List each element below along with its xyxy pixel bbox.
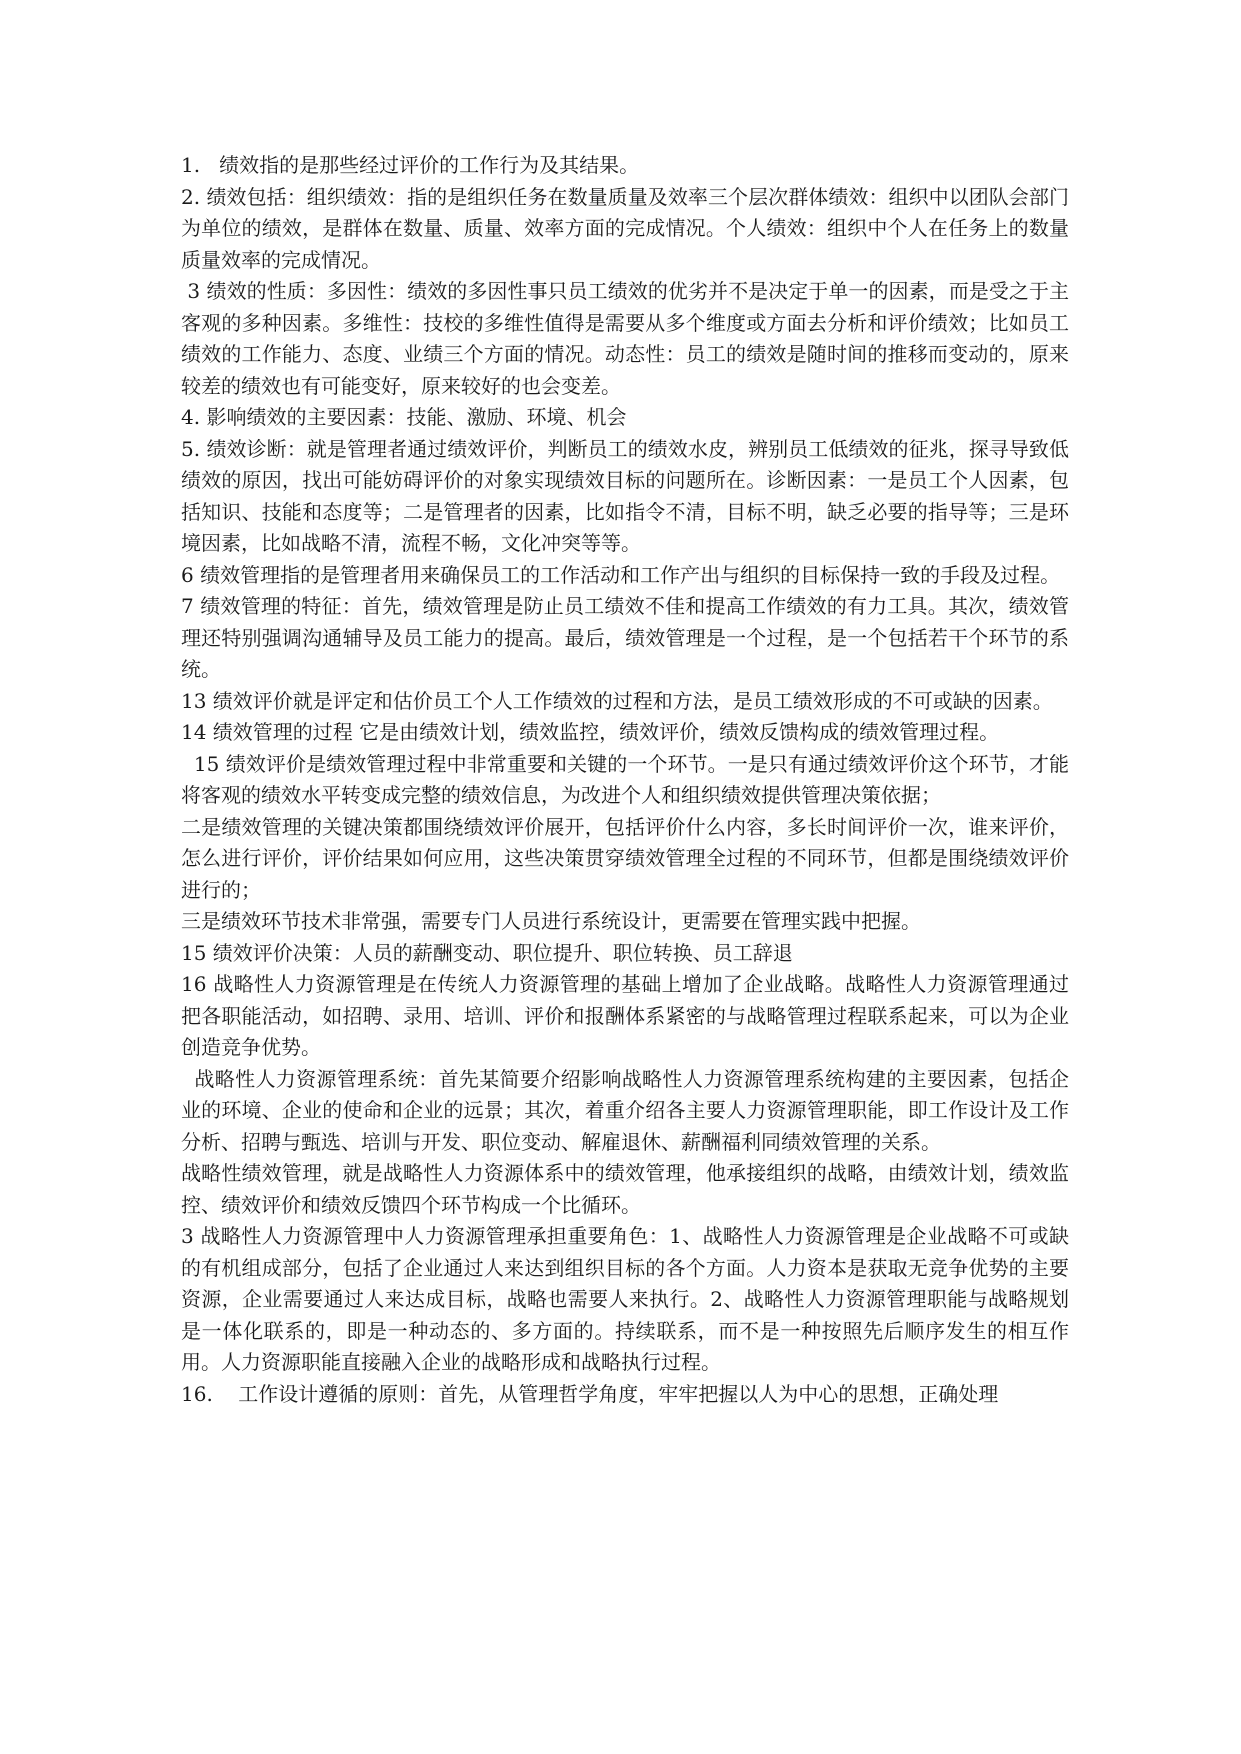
paragraph-14: 14 绩效管理的过程 它是由绩效计划，绩效监控，绩效评价，绩效反馈构成的绩效管理过程。: [181, 720, 1000, 744]
paragraph-13: 13 绩效评价就是评定和估价员工个人工作绩效的过程和方法，是员工绩效形成的不可或缺的因素。: [181, 688, 1053, 713]
paragraph-15: 15 绩效评价是绩效管理过程中非常重要和关键的一个环节。一是只有通过绩效评价这个环节，才能将客观的绩效水平转变成完整的绩效信息，为改进个人和组织绩效提供管理决策依据；: [181, 751, 1069, 807]
paragraph-6: 6 绩效管理指的是管理者用来确保员工的工作活动和工作产出与组织的目标保持一致的手段及过程。: [181, 562, 1061, 587]
paragraph-strategic-system: 战略性人力资源管理系统：首先某简要介绍影响战略性人力资源管理系统构建的主要因素，包括企业的环境、企业的使命和企业的远景；其次，着重介绍各主要人力资源管理职能，即工作设计及工作分析、招聘与甄选、培训与开发、职位变动、解雇退休、薪酬福利同绩效管理的关系。: [181, 1066, 1070, 1154]
paragraph-2: 2. 绩效包括：组织绩效：指的是组织任务在数量质量及效率三个层次群体绩效：组织中以团队会部门为单位的绩效，是群体在数量、质量、效率方面的完成情况。个人绩效：组织中个人在任务上的数量质量效率的完成情况。: [181, 184, 1069, 272]
paragraph-3-roles: 3 战略性人力资源管理中人力资源管理承担重要角色：1、战略性人力资源管理是企业战略不可或缺的有机组成部分，包括了企业通过人来达到组织目标的各个方面。人力资本是获取无竞争优势的主要资源，企业需要通过人来达成目标，战略也需要人来执行。2、战略性人力资源管理职能与战略规划是一体化联系的，即是一种动态的、多方面的。持续联系，而不是一种按照先后顺序发生的相互作用。人力资源职能直接融入企业的战略形成和战略执行过程。: [181, 1224, 1069, 1374]
paragraph-7: 7 绩效管理的特征：首先，绩效管理是防止员工绩效不佳和提高工作绩效的有力工具。其次，绩效管理还特别强调沟通辅导及员工能力的提高。最后，绩效管理是一个过程，是一个包括若干个环节的系统。: [181, 594, 1069, 681]
paragraph-1: 1. 绩效指的是那些经过评价的工作行为及其结果。: [181, 153, 640, 177]
paragraph-15-second: 二是绩效管理的关键决策都围绕绩效评价展开，包括评价什么内容，多长时间评价一次，谁来评价，怎么进行评价，评价结果如何应用，这些决策贯穿绩效管理全过程的不同环节，但都是围绕绩效评价进行的；: [181, 814, 1069, 902]
paragraph-16: 16 战略性人力资源管理是在传统人力资源管理的基础上增加了企业战略。战略性人力资源管理通过把各职能活动，如招聘、录用、培训、评价和报酬体系紧密的与战略管理过程联系起来，可以为企业创造竞争优势。: [181, 972, 1069, 1059]
paragraph-3: 3 绩效的性质：多因性：绩效的多因性事只员工绩效的优劣并不是决定于单一的因素，而是受之于主客观的多种因素。多维性：技校的多维性值得是需要从多个维度或方面去分析和评价绩效；比如员工绩效的工作能力、态度、业绩三个方面的情况。动态性：员工的绩效是随时间的推移而变动的，原来较差的绩效也有可能变好，原来较好的也会变差。: [181, 279, 1069, 398]
paragraph-4: 4. 影响绩效的主要因素：技能、激励、环境、机会: [181, 405, 627, 429]
paragraph-5: 5. 绩效诊断：就是管理者通过绩效评价，判断员工的绩效水皮，辨别员工低绩效的征兆，探寻导致低绩效的原因，找出可能妨碍评价的对象实现绩效目标的问题所在。诊断因素：一是员工个人因素，包括知识、技能和态度等；二是管理者的因素，比如指令不清，目标不明，缺乏必要的指导等；三是环境因素，比如战略不清，流程不畅，文化冲突等等。: [181, 436, 1069, 555]
paragraph-15-third: 三是绩效环节技术非常强，需要专门人员进行系统设计，更需要在管理实践中把握。: [181, 909, 921, 933]
paragraph-16-job-design: 16. 工作设计遵循的原则：首先，从管理哲学角度，牢牢把握以人为中心的思想，正确处理: [181, 1381, 999, 1406]
document-body: [181, 150, 1069, 1410]
paragraph-15-decisions: 15 绩效评价决策：人员的薪酬变动、职位提升、职位转换、员工辞退: [181, 940, 793, 965]
paragraph-strategic-performance: 战略性绩效管理，就是战略性人力资源体系中的绩效管理，他承接组织的战略，由绩效计划，绩效监控、绩效评价和绩效反馈四个环节构成一个比循环。: [181, 1161, 1069, 1217]
